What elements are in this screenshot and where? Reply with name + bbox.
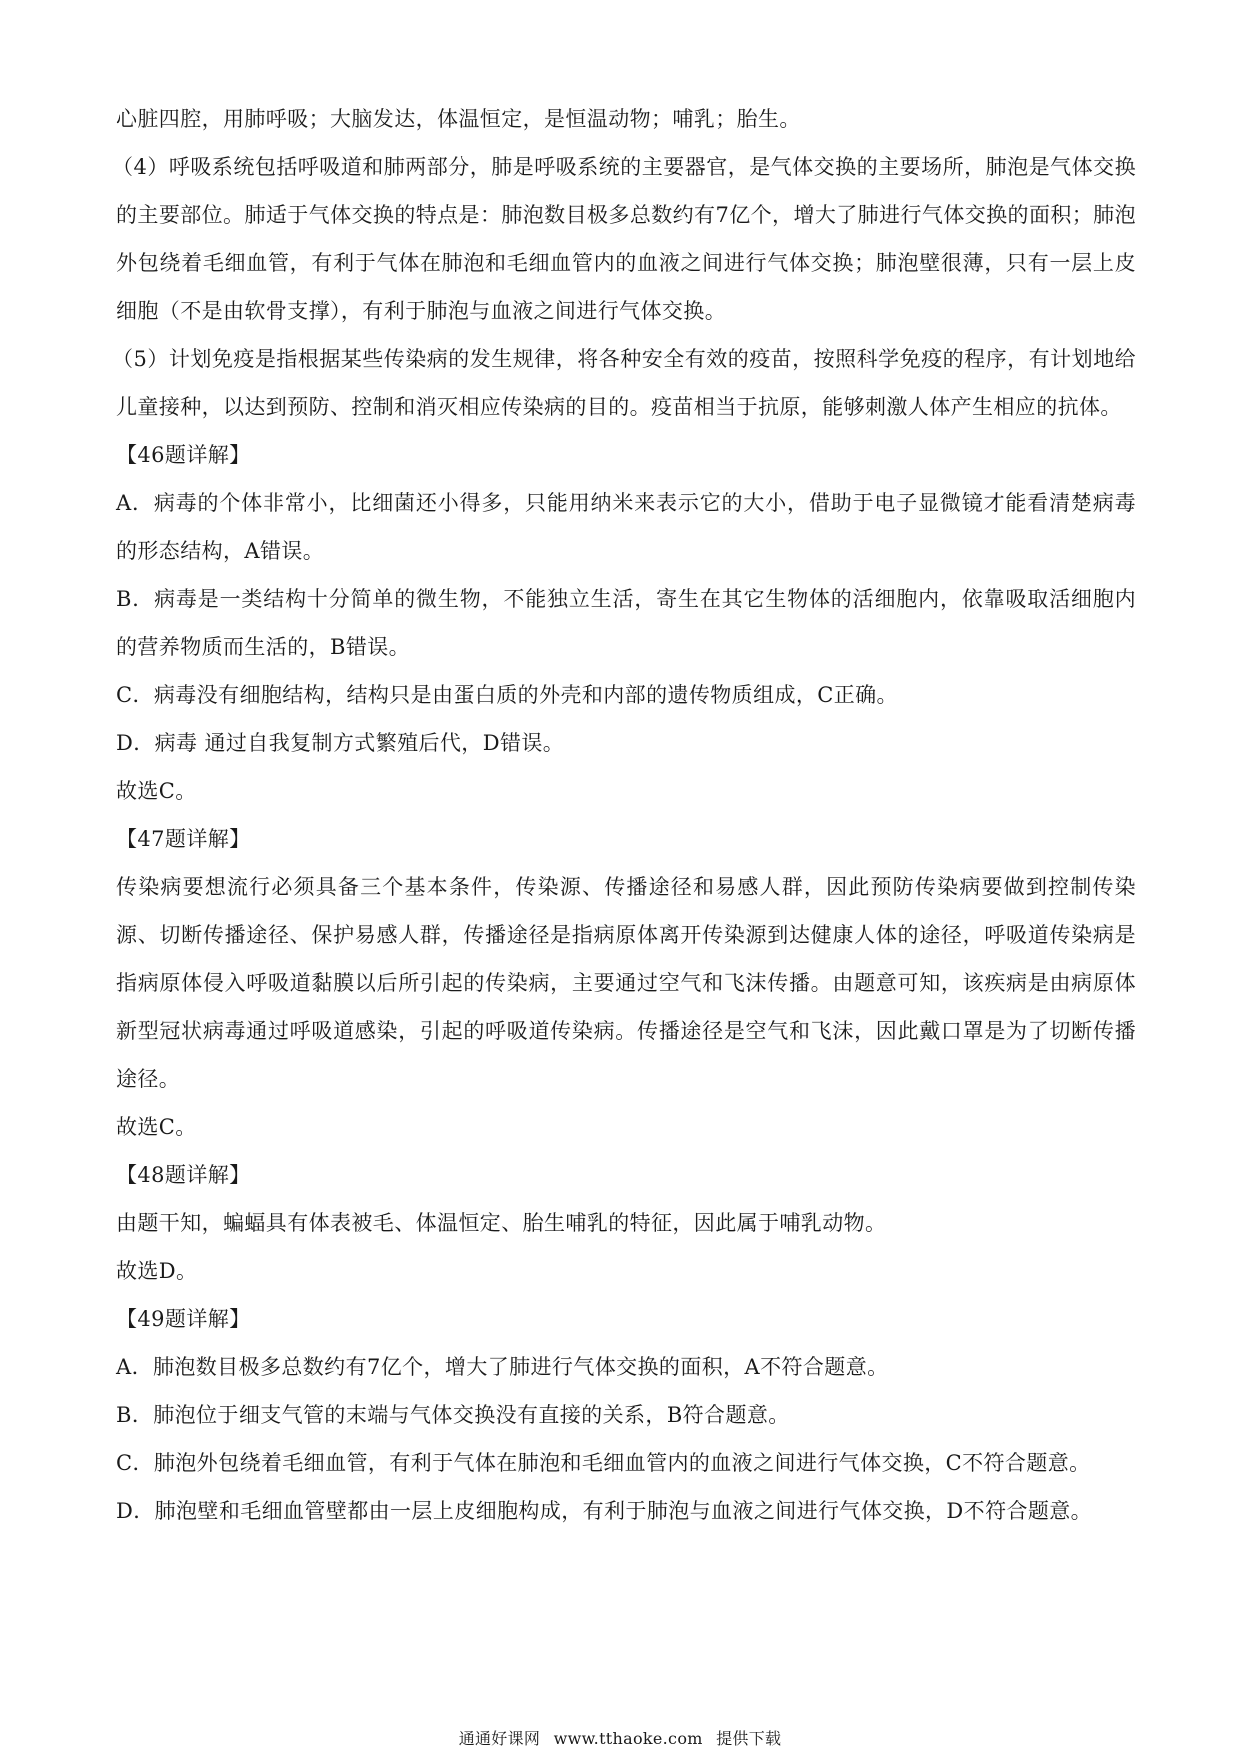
q49-option-d: D．肺泡壁和毛细血管壁都由一层上皮细胞构成，有利于肺泡与血液之间进行气体交换，D不符合题意。 — [116, 1499, 1093, 1523]
q49-option-c: C．肺泡外包绕着毛细血管，有利于气体在肺泡和毛细血管内的血液之间进行气体交换，C不符合题意。 — [116, 1451, 1091, 1475]
footer-site-name: 通通好课网 — [458, 1729, 541, 1748]
heading-question-48: 【48题详解】 — [116, 1163, 251, 1187]
q46-answer: 故选C。 — [116, 779, 197, 803]
paragraph-heart: 心脏四腔，用肺呼吸；大脑发达，体温恒定，是恒温动物；哺乳；胎生。 — [116, 107, 801, 131]
q49-option-a: A．肺泡数目极多总数约有7亿个，增大了肺进行气体交换的面积，A不符合题意。 — [116, 1355, 889, 1379]
heading-question-49: 【49题详解】 — [116, 1307, 251, 1331]
document-body — [112, 95, 1136, 1535]
footer-url-link[interactable]: www.tthaoke.com — [553, 1729, 703, 1748]
q49-option-b: B．肺泡位于细支气管的末端与气体交换没有直接的关系，B符合题意。 — [116, 1403, 790, 1427]
q47-explanation: 传染病要想流行必须具备三个基本条件，传染源、传播途径和易感人群，因此预防传染病要做到控制传染源、切断传播途径、保护易感人群，传播途径是指病原体离开传染源到达健康人体的途径，呼吸道传染病是指病原体侵入呼吸道黏膜以后所引起的传染病，主要通过空气和飞沫传播。由题意可知，该疾病是由病原体新型冠状病毒通过呼吸道感染，引起的呼吸道传染病。传播途径是空气和飞沫，因此戴口罩是为了切断传播途径。 — [116, 875, 1136, 1091]
footer-action: 提供下载 — [716, 1729, 782, 1748]
q46-option-d: D．病毒 通过自我复制方式繁殖后代，D错误。 — [116, 731, 565, 755]
q46-option-a: A．病毒的个体非常小，比细菌还小得多，只能用纳米来表示它的大小，借助于电子显微镜才能看清楚病毒的形态结构，A错误。 — [116, 491, 1136, 563]
paragraph-immunization: （5）计划免疫是指根据某些传染病的发生规律，将各种安全有效的疫苗，按照科学免疫的程序，有计划地给儿童接种，以达到预防、控制和消灭相应传染病的目的。疫苗相当于抗原，能够刺激人体产生相应的抗体。 — [112, 347, 1136, 419]
page-footer — [0, 1726, 1240, 1749]
q46-option-b: B．病毒是一类结构十分简单的微生物，不能独立生活，寄生在其它生物体的活细胞内，依靠吸取活细胞内的营养物质而生活的，B错误。 — [116, 587, 1136, 659]
heading-question-47: 【47题详解】 — [116, 827, 251, 851]
q47-answer: 故选C。 — [116, 1115, 197, 1139]
q48-answer: 故选D。 — [116, 1259, 198, 1283]
paragraph-respiratory-system: （4）呼吸系统包括呼吸道和肺两部分，肺是呼吸系统的主要器官，是气体交换的主要场所，肺泡是气体交换的主要部位。肺适于气体交换的特点是：肺泡数目极多总数约有7亿个，增大了肺进行气体交换的面积；肺泡外包绕着毛细血管，有利于气体在肺泡和毛细血管内的血液之间进行气体交换；肺泡壁很薄，只有一层上皮细胞（不是由软骨支撑），有利于肺泡与血液之间进行气体交换。 — [112, 155, 1136, 323]
q48-explanation: 由题干知，蝙蝠具有体表被毛、体温恒定、胎生哺乳的特征，因此属于哺乳动物。 — [116, 1211, 887, 1235]
heading-question-46: 【46题详解】 — [116, 443, 251, 467]
q46-option-c: C．病毒没有细胞结构，结构只是由蛋白质的外壳和内部的遗传物质组成，C正确。 — [116, 683, 898, 707]
